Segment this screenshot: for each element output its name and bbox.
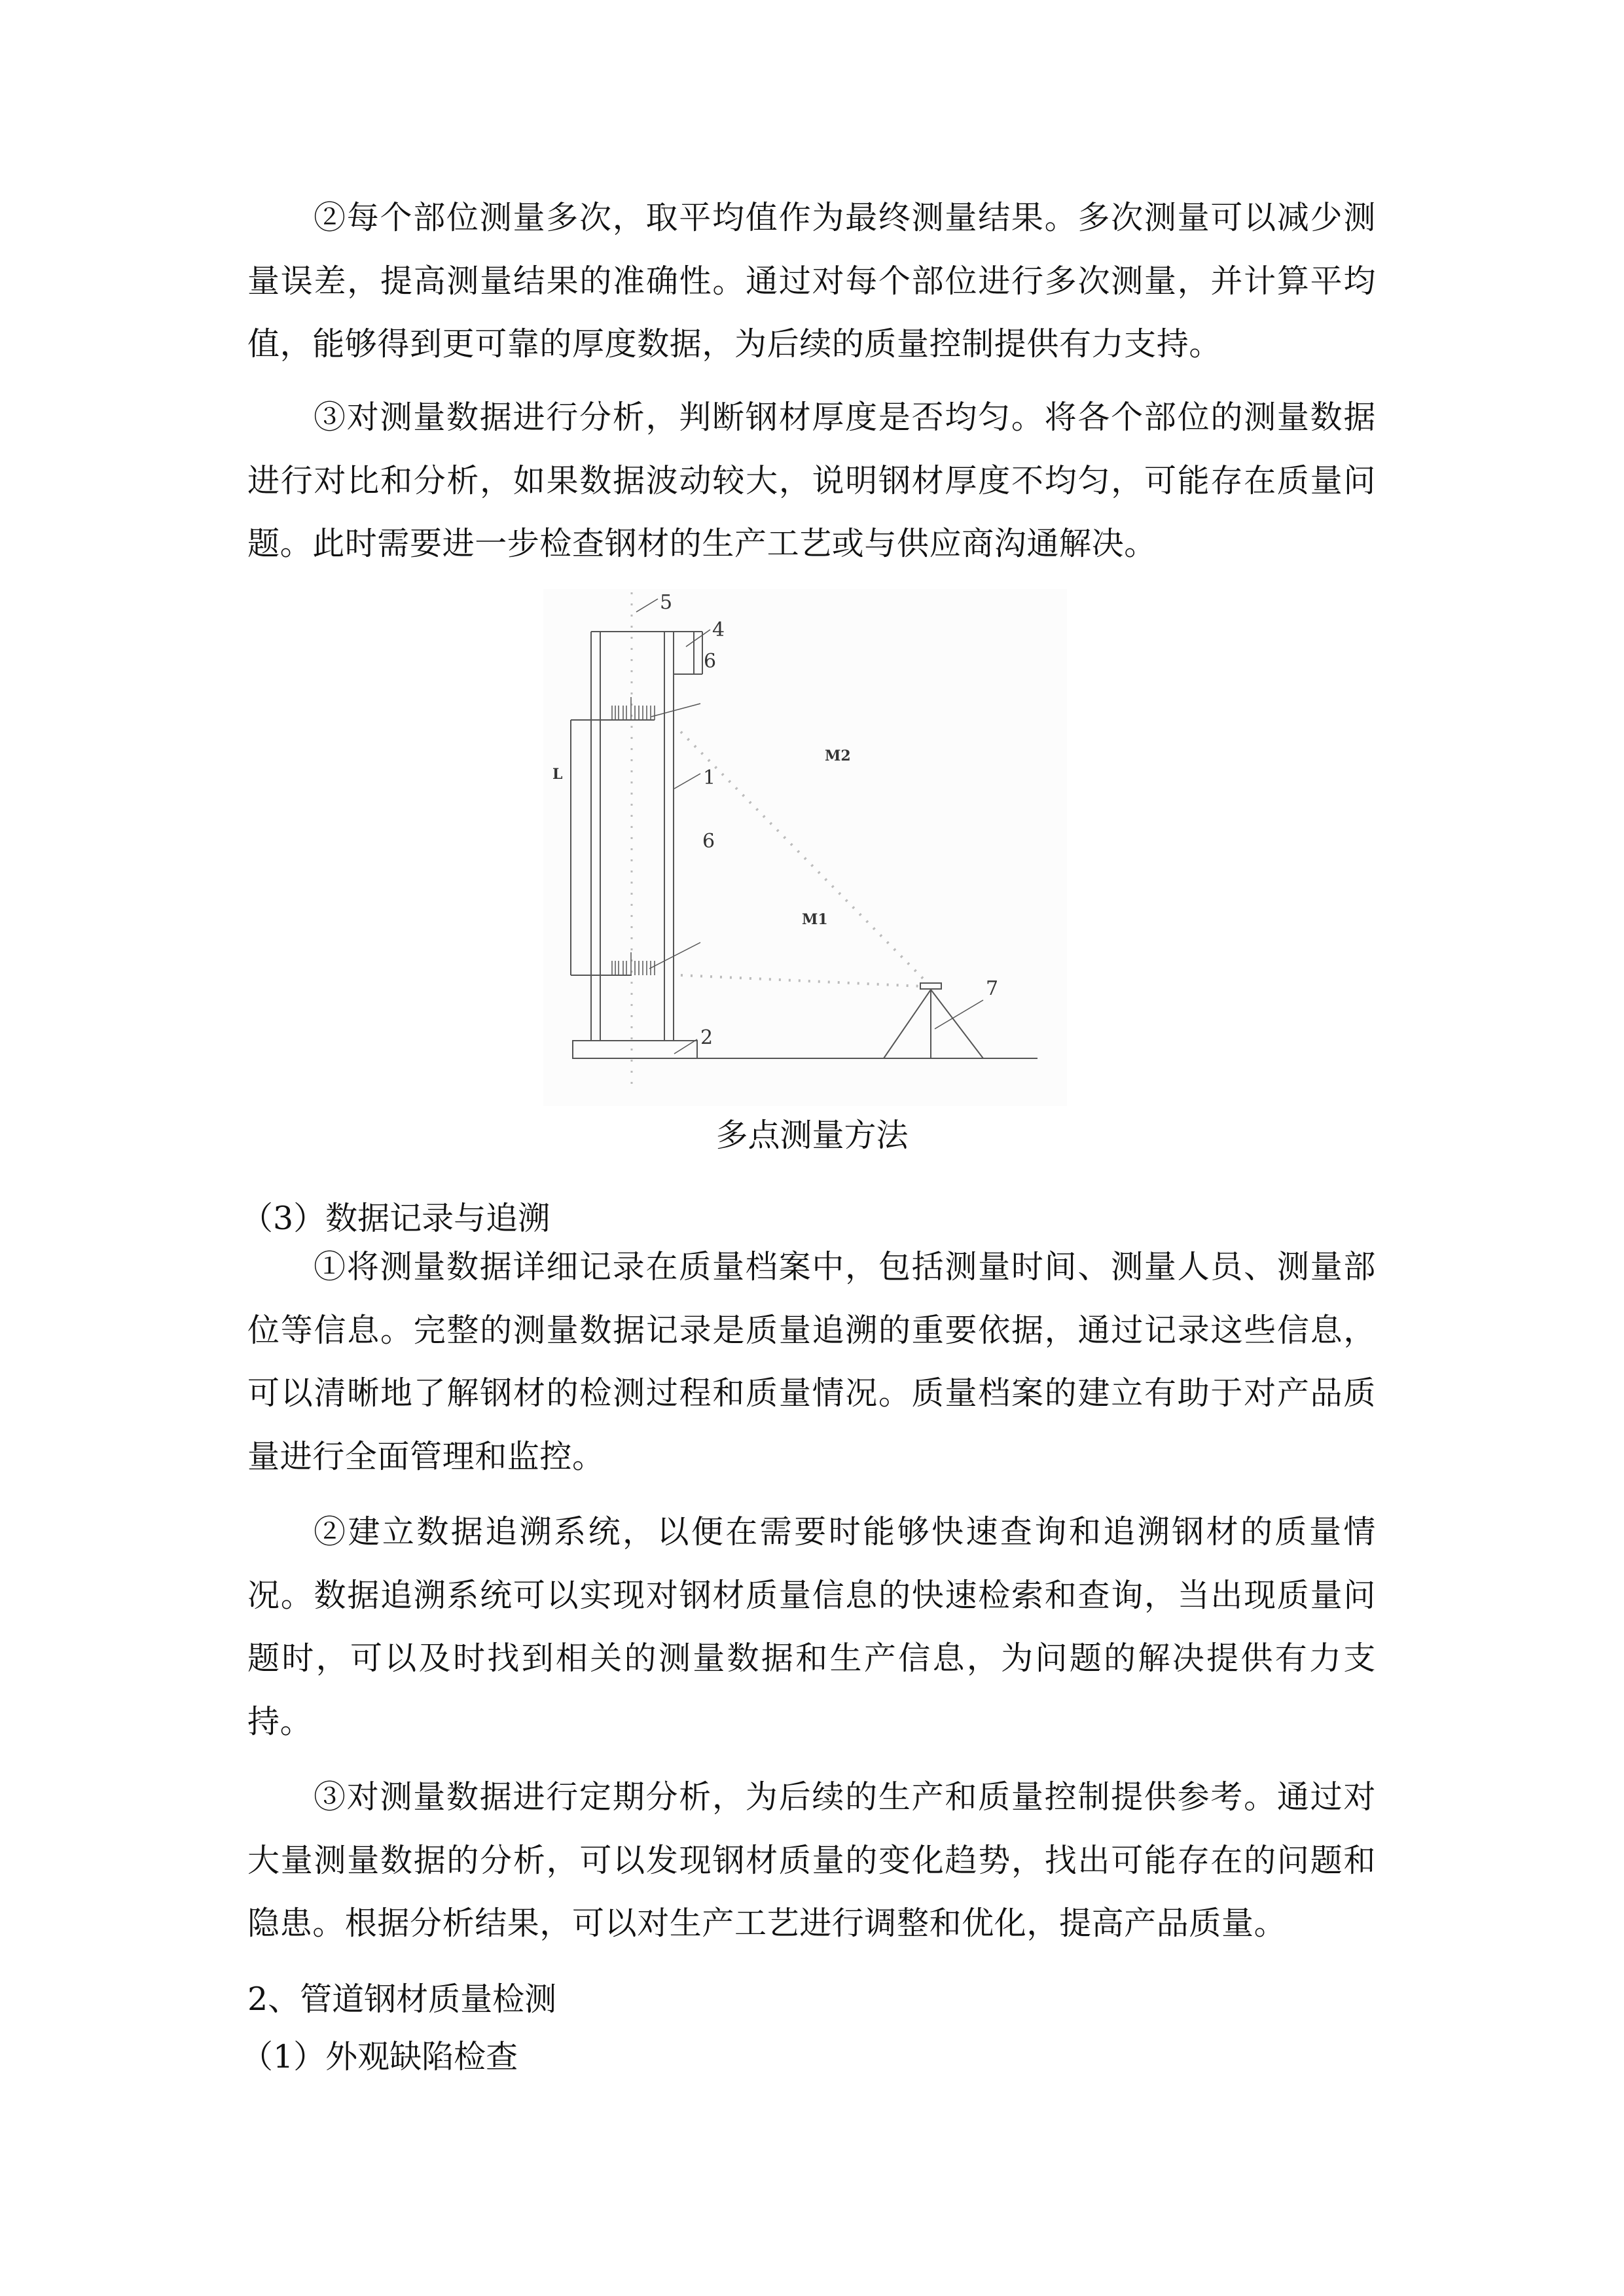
label-1: 1 bbox=[703, 766, 716, 789]
section-2-heading: 2、管道钢材质量检测 bbox=[247, 1981, 557, 2018]
label-m2: M2 bbox=[825, 747, 851, 764]
label-l: L bbox=[552, 766, 563, 783]
paragraph-data-recording: ①将测量数据详细记录在质量档案中，包括测量时间、测量人员、测量部位等信息。完整的测量数据记录是质量追溯的重要依据，通过记录这些信息，可以清晰地了解钢材的检测过程和质量情况。质量档案的建立有助于对产品质量进行全面管理和监控。 bbox=[247, 1248, 1376, 1475]
label-6-top: 6 bbox=[704, 650, 717, 673]
label-2: 2 bbox=[700, 1026, 713, 1049]
label-5: 5 bbox=[660, 591, 673, 614]
label-6-bottom: 6 bbox=[702, 830, 715, 853]
figure-caption: 多点测量方法 bbox=[715, 1117, 909, 1154]
label-4: 4 bbox=[712, 619, 725, 641]
multi-point-measurement-diagram bbox=[543, 589, 1067, 1106]
section-3-heading: （3）数据记录与追溯 bbox=[241, 1200, 550, 1237]
paragraph-periodic-analysis: ③对测量数据进行定期分析，为后续的生产和质量控制提供参考。通过对大量测量数据的分析，可以发现钢材质量的变化趋势，找出可能存在的问题和隐患。根据分析结果，可以对生产工艺进行调整和优化，提高产品质量。 bbox=[247, 1778, 1376, 1942]
subsection-1-heading: （1）外观缺陷检查 bbox=[241, 2038, 518, 2075]
paragraph-multiple-measurements: ②每个部位测量多次，取平均值作为最终测量结果。多次测量可以减少测量误差，提高测量结果的准确性。通过对每个部位进行多次测量，并计算平均值，能够得到更可靠的厚度数据，为后续的质量控制提供有力支持。 bbox=[247, 199, 1376, 363]
paragraph-traceability-system: ②建立数据追溯系统，以便在需要时能够快速查询和追溯钢材的质量情况。数据追溯系统可以实现对钢材质量信息的快速检索和查询，当出现质量问题时，可以及时找到相关的测量数据和生产信息，为问题的解决提供有力支持。 bbox=[247, 1513, 1376, 1740]
label-m1: M1 bbox=[802, 911, 828, 928]
paragraph-data-analysis: ③对测量数据进行分析，判断钢材厚度是否均匀。将各个部位的测量数据进行对比和分析，如果数据波动较大，说明钢材厚度不均匀，可能存在质量问题。此时需要进一步检查钢材的生产工艺或与供应商沟通解决。 bbox=[247, 399, 1376, 562]
label-7: 7 bbox=[986, 977, 999, 1000]
